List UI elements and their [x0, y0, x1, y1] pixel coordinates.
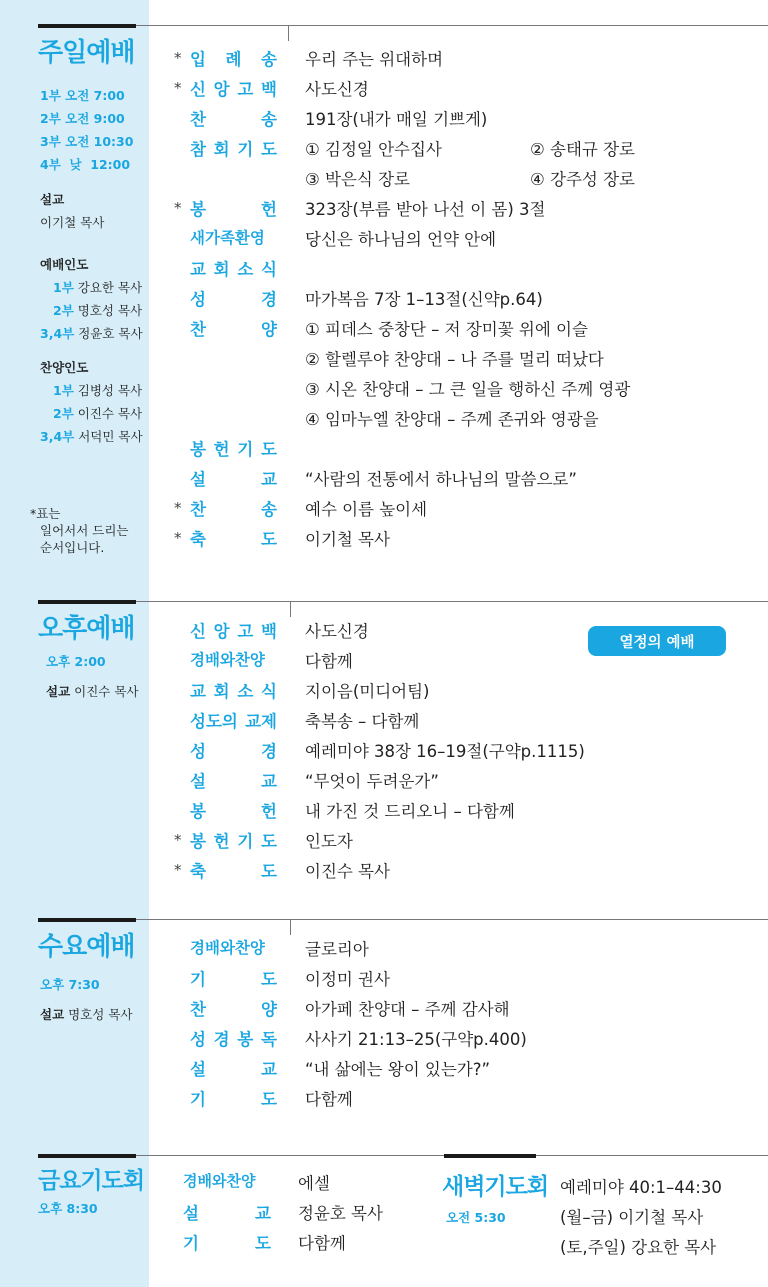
order-label-text: 설 교 — [190, 1060, 277, 1079]
order-label-text: 성도의 교제 — [190, 712, 277, 731]
order-label — [174, 436, 277, 460]
order-value: 다함께 — [298, 1234, 346, 1253]
order-value: 191장(내가 매일 기쁘게) — [305, 110, 488, 129]
order-label — [174, 1056, 277, 1080]
order-value: ② 할렐루야 찬양대 – 나 주를 멀리 떠났다 — [305, 350, 604, 369]
order-value: 에셀 — [298, 1174, 330, 1193]
order-value: 인도자 — [305, 832, 353, 851]
order-label-text: 교 회 소 식 — [190, 682, 277, 701]
order-label-text: 봉 헌 — [190, 802, 277, 821]
order-label — [174, 106, 277, 130]
afternoon-service-section — [0, 600, 768, 890]
order-label: 설 교 — [183, 1204, 271, 1223]
divider-tick — [288, 25, 289, 41]
order-label-text: 축 도 — [190, 530, 277, 549]
order-value: 사도신경 — [305, 622, 369, 641]
service-time: 3부 오전 10:30 — [40, 134, 134, 149]
order-value: 예레미야 38장 16–19절(구약p.1115) — [305, 742, 585, 761]
order-label — [174, 76, 277, 100]
order-label — [174, 466, 277, 490]
order-label — [174, 256, 277, 280]
leader-heading: 예배인도 — [40, 257, 89, 272]
praise-leader-item: 2부 이진수 목사 — [53, 406, 143, 421]
standing-mark: * — [174, 199, 182, 217]
section-top-bar — [38, 24, 136, 28]
dawn-line: 예레미야 40:1–44:30 — [560, 1178, 722, 1197]
service-time: 오후 8:30 — [38, 1201, 98, 1216]
order-value: ③ 박은식 장로 — [305, 170, 410, 189]
order-label-text: 찬 송 — [190, 110, 277, 129]
order-value: 아가페 찬양대 – 주께 감사해 — [305, 1000, 510, 1019]
order-label — [174, 708, 277, 732]
order-label-text: 참 회 기 도 — [190, 140, 277, 159]
sermon-info: 설교 명호성 목사 — [40, 1007, 133, 1022]
order-value: 축복송 – 다함께 — [305, 712, 420, 731]
order-label — [174, 936, 277, 958]
order-value: 예수 이름 높이세 — [305, 500, 428, 519]
standing-mark: * — [174, 529, 182, 547]
order-label — [174, 798, 277, 822]
order-value: 이정미 권사 — [305, 970, 390, 989]
order-label-text: 신 앙 고 백 — [190, 80, 277, 99]
divider-tick — [290, 919, 291, 935]
order-value: ③ 시온 찬양대 – 그 큰 일을 행하신 주께 영광 — [305, 380, 631, 399]
order-label-text: 기 도 — [190, 1090, 277, 1109]
section-top-bar — [38, 918, 136, 922]
order-value: “내 삶에는 왕이 있는가?” — [305, 1060, 491, 1079]
order-label-text: 설 교 — [190, 772, 277, 791]
standing-mark: * — [174, 831, 182, 849]
section-divider — [136, 25, 768, 26]
order-value: 우리 주는 위대하며 — [305, 50, 444, 69]
sermon-heading: 설교 — [40, 192, 65, 207]
section-divider — [136, 919, 768, 920]
order-value: 당신은 하나님의 언약 안에 — [305, 230, 497, 249]
order-label-text: 경배와찬양 — [190, 651, 265, 669]
order-label — [174, 136, 277, 160]
order-label-text: 성 경 — [190, 290, 277, 309]
section-title: 금요기도회 — [38, 1168, 145, 1194]
order-label — [174, 46, 277, 70]
order-label-text: 기 도 — [190, 970, 277, 989]
service-time: 4부 낮 12:00 — [40, 157, 131, 172]
order-label — [174, 226, 277, 248]
order-value: 정윤호 목사 — [298, 1204, 383, 1223]
order-label — [174, 768, 277, 792]
order-label — [174, 618, 277, 642]
sunday-service-section — [0, 24, 768, 584]
wednesday-service-section — [0, 918, 768, 1118]
order-label — [174, 1086, 277, 1110]
order-label-text: 설 교 — [190, 470, 277, 489]
order-value: “무엇이 두려운가” — [305, 772, 439, 791]
order-label-text: 성 경 — [190, 742, 277, 761]
order-label-text: 축 도 — [190, 862, 277, 881]
service-time: 1부 오전 7:00 — [40, 88, 125, 103]
order-value: 323장(부름 받아 나선 이 몸) 3절 — [305, 200, 546, 219]
order-value: ④ 임마누엘 찬양대 – 주께 존귀와 영광을 — [305, 410, 599, 429]
order-label — [174, 828, 277, 852]
order-value: 이진수 목사 — [305, 862, 390, 881]
order-label-text: 봉 헌 기 도 — [190, 440, 277, 459]
order-label — [174, 738, 277, 762]
order-label-text: 경배와찬양 — [190, 939, 265, 957]
standing-note: *표는 — [30, 506, 61, 521]
dawn-title: 새벽기도회 — [442, 1174, 549, 1200]
service-time: 오후 7:30 — [40, 977, 100, 992]
order-value: 내 가진 것 드리오니 – 다함께 — [305, 802, 515, 821]
praise-leader-item: 1부 김병성 목사 — [53, 383, 143, 398]
sermon-info: 설교 이진수 목사 — [46, 684, 139, 699]
order-label-text: 성 경 봉 독 — [190, 1030, 277, 1049]
order-label-text: 찬 송 — [190, 500, 277, 519]
order-value: 사사기 21:13–25(구약p.400) — [305, 1030, 527, 1049]
dawn-top-bar — [444, 1154, 536, 1158]
order-label — [174, 496, 277, 520]
leader-item: 1부 강요한 목사 — [53, 280, 143, 295]
order-label-text: 찬 양 — [190, 1000, 277, 1019]
order-label — [174, 196, 277, 220]
order-label-text: 찬 양 — [190, 320, 277, 339]
order-label — [174, 1026, 277, 1050]
section-divider — [136, 601, 768, 602]
standing-mark: * — [174, 499, 182, 517]
order-label — [174, 648, 277, 670]
leader-item: 2부 명호성 목사 — [53, 303, 143, 318]
dawn-line: (월–금) 이기철 목사 — [560, 1208, 704, 1227]
order-label: 기 도 — [183, 1234, 271, 1253]
order-label — [174, 996, 277, 1020]
order-label-text: 신 앙 고 백 — [190, 622, 277, 641]
service-time: 2부 오전 9:00 — [40, 111, 125, 126]
order-label-text: 입 례 송 — [190, 50, 277, 69]
divider-tick — [290, 601, 291, 617]
standing-mark: * — [174, 79, 182, 97]
dawn-time: 오전 5:30 — [446, 1210, 506, 1225]
order-value: 사도신경 — [305, 80, 369, 99]
order-label — [174, 526, 277, 550]
section-title: 주일예배 — [38, 38, 135, 68]
order-value: 다함께 — [305, 652, 353, 671]
order-value-secondary: ④ 강주성 장로 — [530, 170, 635, 189]
standing-mark: * — [174, 49, 182, 67]
order-label — [174, 316, 277, 340]
section-title: 오후예배 — [38, 614, 135, 644]
order-label: 경배와찬양 — [183, 1172, 256, 1190]
order-value: 이기철 목사 — [305, 530, 390, 549]
order-value: ① 김정일 안수집사 — [305, 140, 442, 159]
order-value: 다함께 — [305, 1090, 353, 1109]
order-label — [174, 286, 277, 310]
order-label-text: 봉 헌 — [190, 200, 277, 219]
order-label — [174, 858, 277, 882]
standing-note: 일어서서 드리는 — [40, 523, 129, 538]
standing-mark: * — [174, 861, 182, 879]
praise-leader-item: 3,4부 서덕민 목사 — [40, 429, 143, 444]
section-title: 수요예배 — [38, 932, 135, 962]
order-value: “사람의 전통에서 하나님의 말씀으로” — [305, 470, 577, 489]
service-time: 오후 2:00 — [46, 654, 106, 669]
passion-worship-badge: 열정의 예배 — [588, 626, 726, 656]
standing-note: 순서입니다. — [40, 540, 105, 555]
order-label — [174, 966, 277, 990]
sermon-pastor: 이기철 목사 — [40, 215, 105, 230]
section-top-bar — [38, 1154, 136, 1158]
order-label-text: 새가족환영 — [190, 229, 265, 247]
order-value: ① 피데스 중창단 – 저 장미꽃 위에 이슬 — [305, 320, 588, 339]
dawn-line: (토,주일) 강요한 목사 — [560, 1238, 717, 1257]
order-label-text: 봉 헌 기 도 — [190, 832, 277, 851]
friday-prayer-section — [0, 1154, 768, 1274]
order-label — [174, 678, 277, 702]
leader-item: 3,4부 정윤호 목사 — [40, 326, 143, 341]
order-label-text: 교 회 소 식 — [190, 260, 277, 279]
section-top-bar — [38, 600, 136, 604]
order-value: 지이음(미디어팀) — [305, 682, 430, 701]
order-value: 글로리아 — [305, 940, 369, 959]
praise-heading: 찬양인도 — [40, 360, 89, 375]
order-value: 마가복음 7장 1–13절(신약p.64) — [305, 290, 543, 309]
order-value-secondary: ② 송태규 장로 — [530, 140, 635, 159]
